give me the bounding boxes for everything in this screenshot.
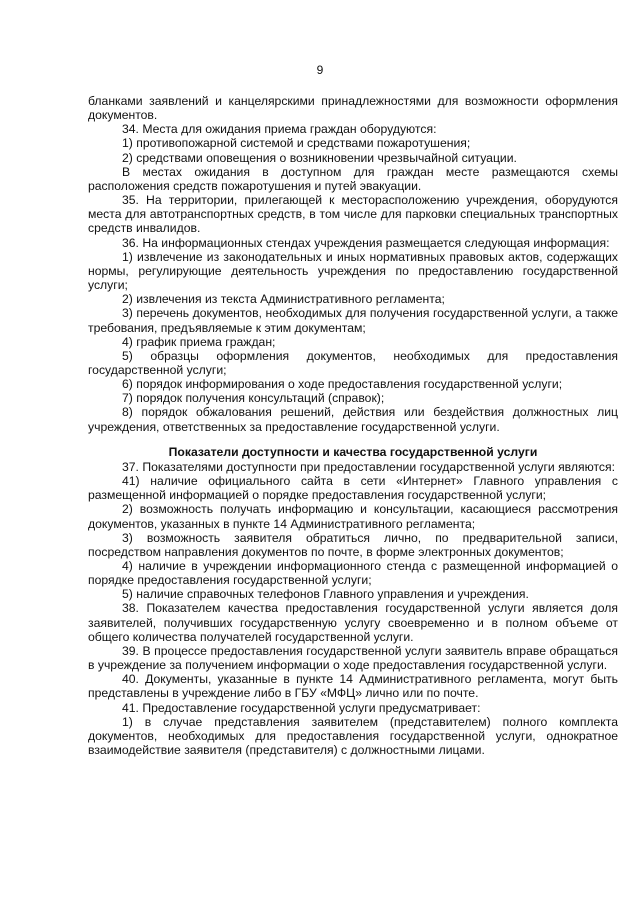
paragraph: 1) противопожарной системой и средствами пожаротушения; <box>122 136 471 151</box>
document-body <box>88 94 618 757</box>
paragraph: 35. На территории, прилегающей к месторасположению учреждения, оборудуются места для автотранспортных средств, в том числе для парковки специальных транспортных средств инвалидов. <box>88 193 618 236</box>
paragraph: 2) возможность получать информацию и консультации, касающиеся рассмотрения документов, указанных в пункте 14 Административного регламента; <box>88 502 618 531</box>
paragraph: 2) извлечения из текста Административного регламента; <box>122 292 445 307</box>
paragraph: 40. Документы, указанные в пункте 14 Административного регламента, могут быть представлены в учреждение либо в ГБУ «МФЦ» лично или по почте. <box>88 672 618 701</box>
paragraph: 37. Показателями доступности при предоставлении государственной услуги являются: <box>122 459 615 474</box>
paragraph: 38. Показателем качества предоставления государственной услуги является доля заявителей, получивших государственную услугу своевременно и в полном объеме от общего количества получателей государственной услуги. <box>88 601 618 644</box>
paragraph: 4) график приема граждан; <box>122 334 276 349</box>
paragraph: 5) наличие справочных телефонов Главного управления и учреждения. <box>122 587 529 602</box>
section-heading: Показатели доступности и качества государственной услуги <box>168 444 538 459</box>
paragraph: 39. В процессе предоставления государственной услуги заявитель вправе обращаться в учреждение за получением информации о ходе предоставления государственной услуги. <box>88 643 618 673</box>
page-number: 9 <box>316 63 324 77</box>
paragraph: 41) наличие официального сайта в сети «Интернет» Главного управления с размещенной информацией о порядке предоставления государственной услуги; <box>88 474 618 503</box>
paragraph: 3) возможность заявителя обратиться лично, по предварительной записи, посредством направления документов по почте, в форме электронных документов; <box>88 530 618 559</box>
paragraph: 5) образцы оформления документов, необходимых для предоставления государственной услуги; <box>88 348 618 377</box>
paragraph: 41. Предоставление государственной услуги предусматривает: <box>122 700 481 715</box>
paragraph: 8) порядок обжалования решений, действия или бездействия должностных лиц учреждения, ответственных за предоставление государственной услуги. <box>88 405 618 434</box>
paragraph: 3) перечень документов, необходимых для получения государственной услуги, а также требования, предъявляемые к этим документам; <box>88 306 618 335</box>
paragraph: бланками заявлений и канцелярскими принадлежностями для возможности оформления документов. <box>88 94 618 123</box>
paragraph: 7) порядок получения консультаций (справок); <box>122 391 385 406</box>
paragraph: В местах ожидания в доступном для граждан месте размещаются схемы расположения средств пожаротушения и путей эвакуации. <box>88 164 618 193</box>
paragraph: 1) в случае представления заявителем (представителем) полного комплекта документов, необходимых для предоставления государственной услуги, однократное взаимодействие заявителя (представителя) с должностными лицами. <box>88 714 618 758</box>
paragraph: 36. На информационных стендах учреждения размещается следующая информация: <box>122 235 610 250</box>
paragraph: 6) порядок информирования о ходе предоставления государственной услуги; <box>122 377 563 392</box>
paragraph: 1) извлечение из законодательных и иных нормативных правовых актов, содержащих нормы, регулирующие деятельность учреждения по предоставлению государственной услуги; <box>88 249 618 293</box>
paragraph: 4) наличие в учреждении информационного стенда с размещенной информацией о порядке предоставления государственной услуги; <box>88 559 618 588</box>
paragraph: 2) средствами оповещения о возникновении чрезвычайной ситуации. <box>122 150 517 165</box>
paragraph: 34. Места для ожидания приема граждан оборудуются: <box>122 122 437 137</box>
